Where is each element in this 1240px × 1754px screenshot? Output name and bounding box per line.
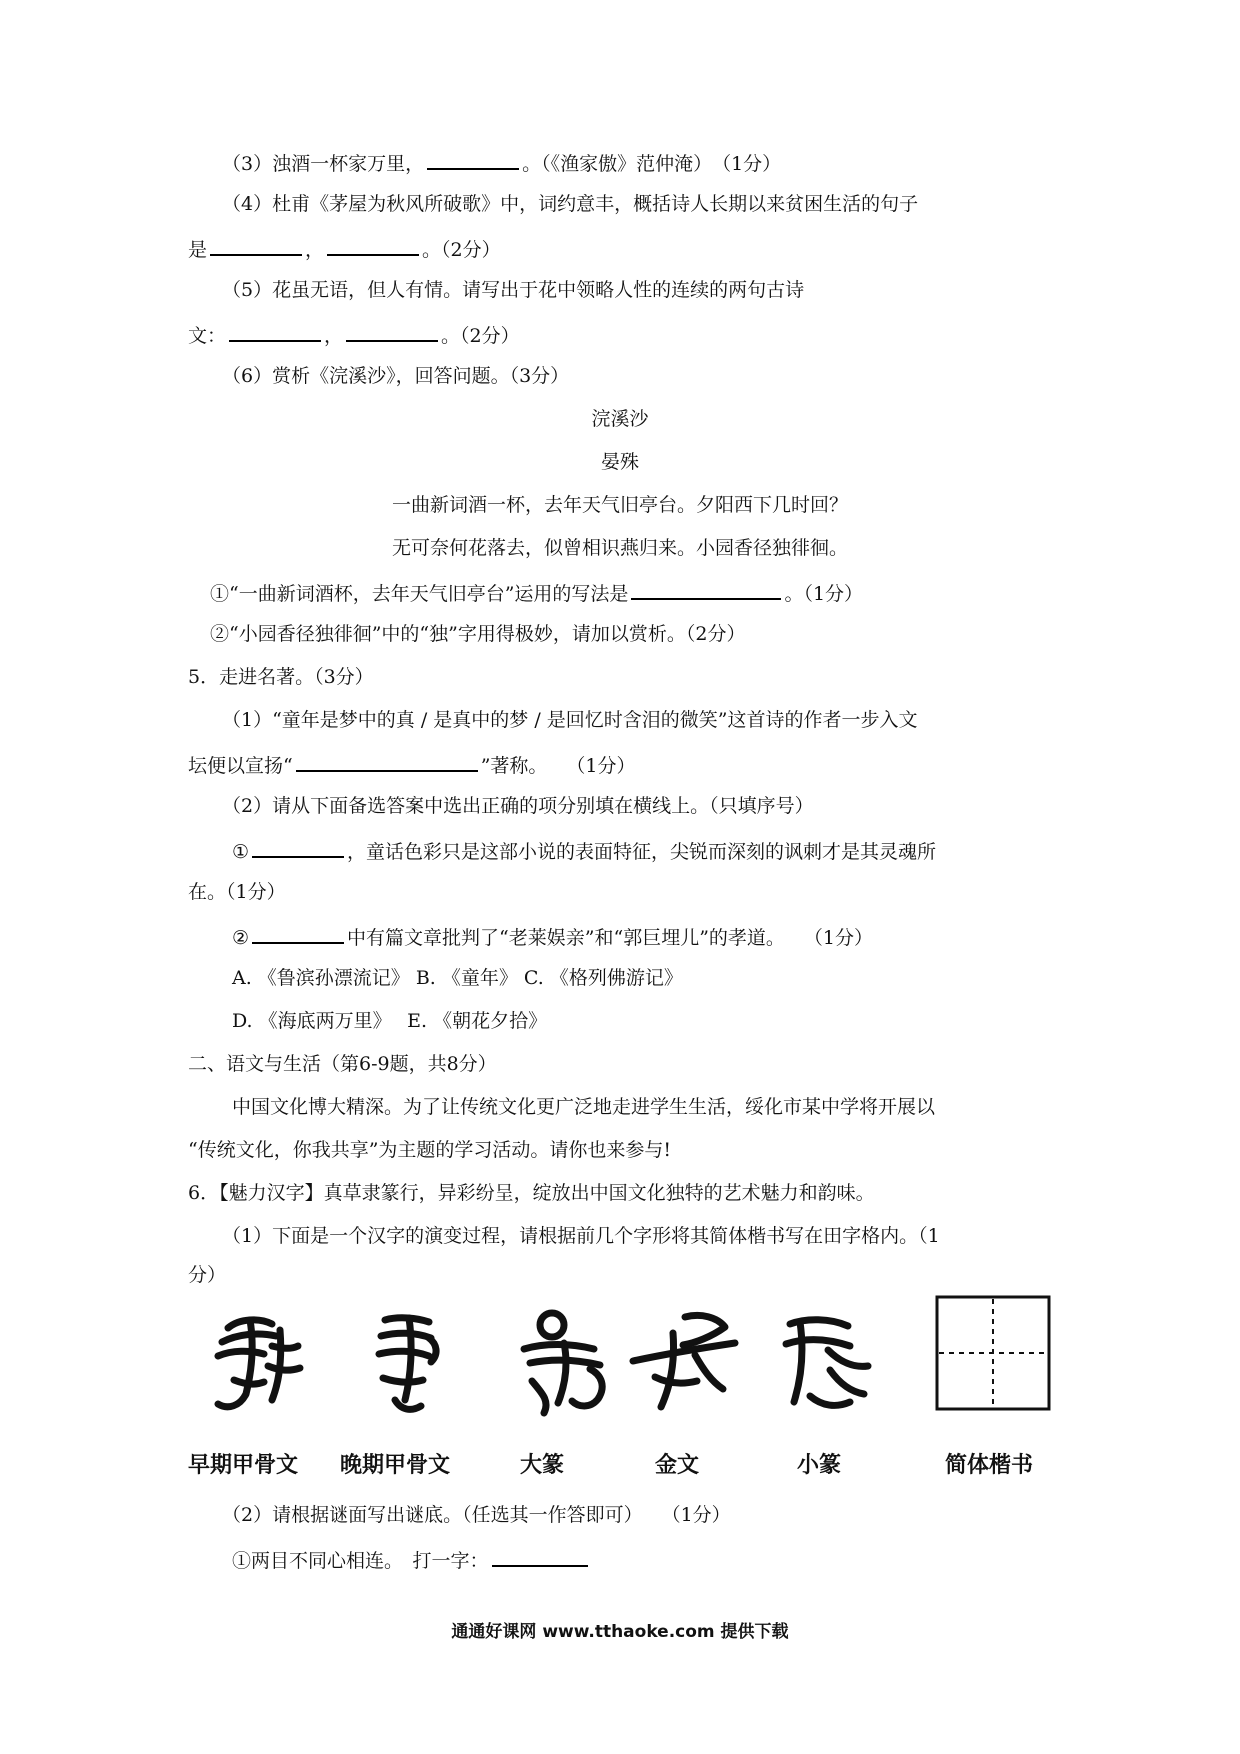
q4-sub1-blank[interactable] xyxy=(631,578,781,600)
caption-bronze: 金文 xyxy=(655,1453,700,1478)
caption-regular-script: 简体楷书 xyxy=(945,1453,1034,1478)
q6-riddle-blank[interactable] xyxy=(492,1545,588,1567)
small-seal-horse-glyph-icon xyxy=(770,1310,880,1420)
q5-item1-pre: 坛便以宣扬“ xyxy=(188,755,293,777)
q5-sub2-post: 中有篇文章批判了“老莱娱亲”和“郭巨埋儿”的孝道。 （1分） xyxy=(347,927,873,949)
q4-item5-mid: ， xyxy=(324,325,344,347)
caption-small-seal: 小篆 xyxy=(797,1453,842,1478)
q6-item2: （2）请根据谜面写出谜底。（任选其一作答即可） （1分） xyxy=(222,1504,731,1526)
q5-sub1-line2: 在。（1分） xyxy=(188,881,286,903)
q4-item3-post: 。（《渔家傲》范仲淹） （1分） xyxy=(522,153,782,175)
q5-sub2 xyxy=(232,922,873,951)
great-seal-horse-glyph-icon xyxy=(510,1303,620,1423)
q4-item6: （6）赏析《浣溪沙》，回答问题。（3分） xyxy=(222,365,570,387)
oracle-bone-late-horse-glyph-icon xyxy=(365,1310,455,1420)
q4-item4-blank-2[interactable] xyxy=(327,234,419,256)
q5-sub1-post: ，童话色彩只是这部小说的表面特征，尖锐而深刻的讽刺才是其灵魂所 xyxy=(347,841,937,863)
q4-item4-post: 。（2分） xyxy=(422,239,501,261)
q4-sub1-post: 。（1分） xyxy=(784,583,864,605)
q5-title: 5．走进名著。（3分） xyxy=(188,666,374,688)
q5-options-row-2: D. 《海底两万里》 E. 《朝花夕拾》 xyxy=(232,1010,548,1032)
q6-riddle-1 xyxy=(232,1545,591,1574)
q4-item4-blank-1[interactable] xyxy=(210,234,302,256)
section2-intro-line1: 中国文化博大精深。为了让传统文化更广泛地走进学生生活，绥化市某中学将开展以 xyxy=(232,1096,936,1118)
q6-riddle-text: ①两目不同心相连。 打一字： xyxy=(232,1550,489,1572)
q4-item3-blank[interactable] xyxy=(427,148,519,170)
q4-item5-post: 。（2分） xyxy=(441,325,520,347)
q4-item4-line1: （4）杜甫《茅屋为秋风所破歌》中，词约意丰，概括诗人长期以来贫困生活的句子 xyxy=(222,193,919,215)
q5-sub2-blank[interactable] xyxy=(252,922,344,944)
q6-title: 6．【魅力汉字】真草隶篆行，异彩纷呈，绽放出中国文化独特的艺术魅力和韵味。 xyxy=(188,1182,875,1204)
q4-item3 xyxy=(222,148,781,177)
q4-item3-pre: （3）浊酒一杯家万里， xyxy=(222,153,425,175)
q4-item5-line1: （5）花虽无语，但人有情。请写出于花中领略人性的连续的两句古诗 xyxy=(222,279,805,301)
q5-options-row-1: A. 《鲁滨孙漂流记》 B. 《童年》 C. 《格列佛游记》 xyxy=(232,967,683,989)
bronze-script-horse-glyph-icon xyxy=(625,1303,745,1423)
q5-sub1 xyxy=(232,836,936,865)
caption-late-oracle: 晚期甲骨文 xyxy=(340,1453,451,1478)
q4-sub2: ②“小园香径独徘徊”中的“独”字用得极妙，请加以赏析。（2分） xyxy=(210,623,746,645)
q5-sub2-pre: ② xyxy=(232,927,250,949)
q5-item1-post: ”著称。 （1分） xyxy=(480,755,636,777)
q5-item1-line1: （1）“童年是梦中的真 / 是真中的梦 / 是回忆时含泪的微笑”这首诗的作者一步入文 xyxy=(222,709,918,731)
q4-item5-blank-1[interactable] xyxy=(229,320,321,342)
q4-item5-blank-2[interactable] xyxy=(346,320,438,342)
poem-line-2: 无可奈何花落去，似曾相识燕归来。小园香径独徘徊。 xyxy=(391,537,848,559)
q5-item1-line2 xyxy=(188,750,636,779)
q5-sub1-pre: ① xyxy=(232,841,250,863)
q5-item2: （2）请从下面备选答案中选出正确的项分别填在横线上。（只填序号） xyxy=(222,795,814,817)
poem-line-1: 一曲新词酒一杯，去年天气旧亭台。夕阳西下几时回？ xyxy=(391,494,848,516)
q6-item1-line1: （1）下面是一个汉字的演变过程，请根据前几个字形将其简体楷书写在田字格内。（1 xyxy=(222,1225,940,1247)
poem-author: 晏殊 xyxy=(600,451,639,473)
poem-title: 浣溪沙 xyxy=(591,408,649,430)
q4-item5-pre: 文： xyxy=(188,325,227,347)
tian-grid-box-icon[interactable] xyxy=(935,1295,1051,1411)
caption-great-seal: 大篆 xyxy=(520,1453,565,1478)
q4-sub1-pre: ①“一曲新词酒杯，去年天气旧亭台”运用的写法是 xyxy=(210,583,629,605)
section2-title: 二、语文与生活（第6-9题，共8分） xyxy=(188,1053,497,1075)
q4-item5-line2 xyxy=(188,320,520,349)
oracle-bone-early-horse-glyph-icon xyxy=(210,1310,310,1420)
q4-item4-mid: ， xyxy=(305,239,325,261)
q4-item4-line2 xyxy=(188,234,501,263)
footer-download-note: 通通好课网 www.tthaoke.com 提供下载 xyxy=(451,1622,789,1642)
q5-sub1-blank[interactable] xyxy=(252,836,344,858)
q4-item4-pre: 是 xyxy=(188,239,208,261)
q6-item1-line2: 分） xyxy=(188,1264,227,1286)
q4-sub1 xyxy=(210,578,863,607)
q5-item1-blank[interactable] xyxy=(296,750,478,772)
section2-intro-line2: “传统文化，你我共享”为主题的学习活动。请你也来参与! xyxy=(188,1139,672,1161)
caption-early-oracle: 早期甲骨文 xyxy=(188,1453,299,1478)
